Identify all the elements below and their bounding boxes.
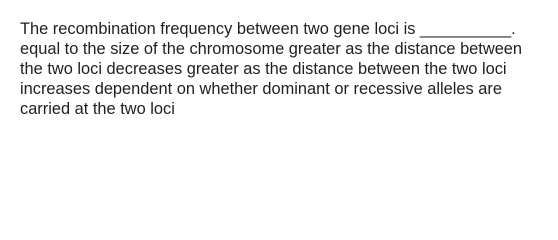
question-text: The recombination frequency between two gene loci is __________. equal to the size of the chromosome greater as the distance between the two loci decreases greater as the distance between the two loci increases dependent on whether dominant or recessive alleles are carried at the two loci: [20, 20, 523, 118]
